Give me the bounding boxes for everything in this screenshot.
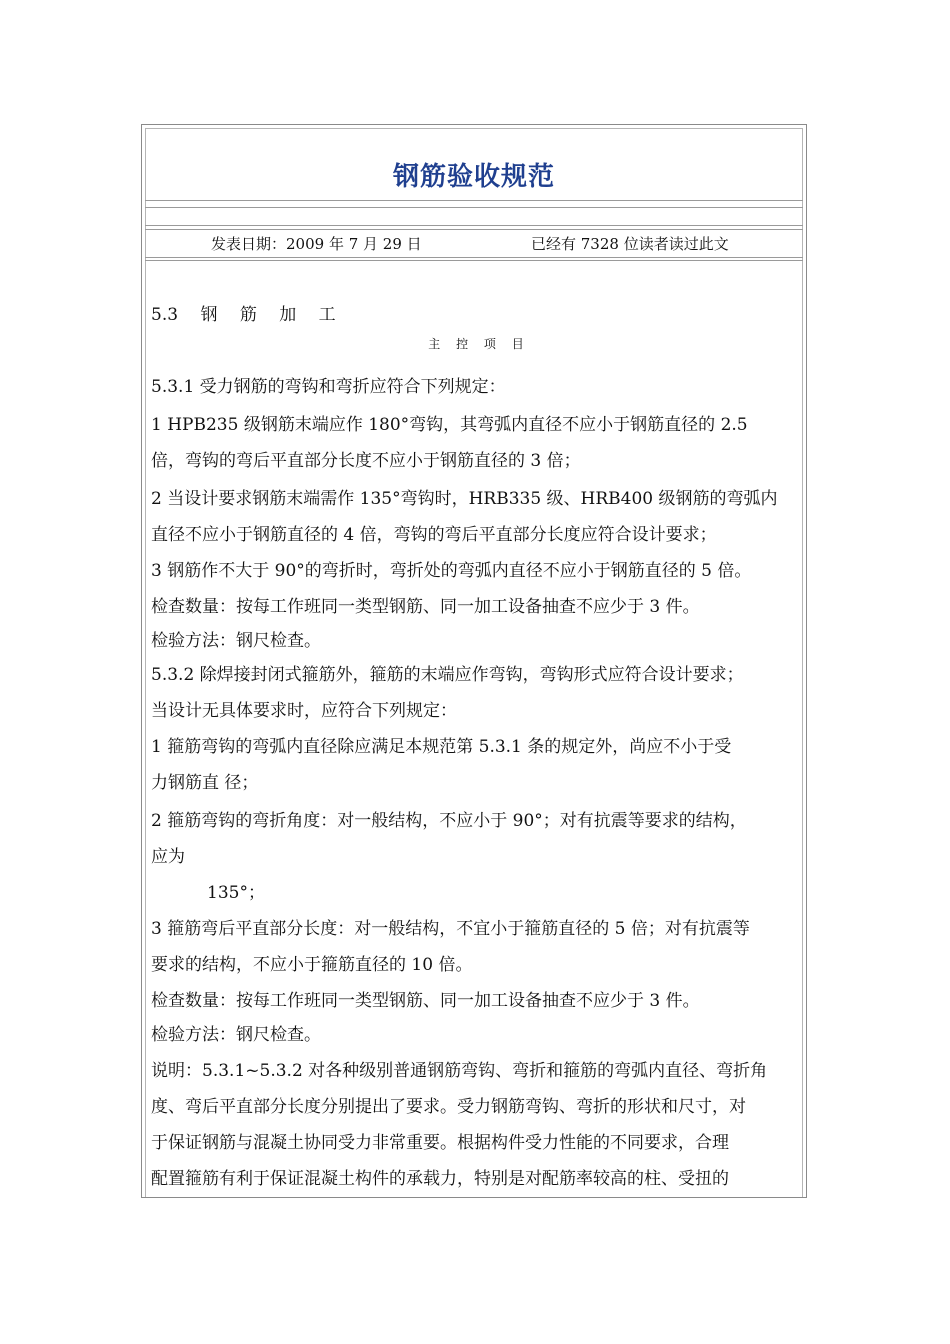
subsection-heading: 主 控 项 目 <box>428 337 524 351</box>
text-line: 3 钢筋作不大于 90°的弯折时，弯折处的弯弧内直径不应小于钢筋直径的 5 倍。 <box>151 561 752 581</box>
text-line: 直径不应小于钢筋直径的 4 倍，弯钩的弯后平直部分长度应符合设计要求； <box>151 525 717 545</box>
text-line: 倍，弯钩的弯后平直部分长度不应小于钢筋直径的 3 倍； <box>151 451 581 471</box>
reader-count: 已经有 7328 位读者读过此文 <box>531 235 729 253</box>
text-line: 配置箍筋有利于保证混凝土构件的承载力，特别是对配筋率较高的柱、受扭的 <box>151 1169 729 1189</box>
text-line: 1 HPB235 级钢筋末端应作 180°弯钩，其弯弧内直径不应小于钢筋直径的 2.5 <box>151 415 748 435</box>
divider <box>145 207 803 208</box>
text-line: 检验方法：钢尺检查。 <box>151 1025 321 1045</box>
text-line: 当设计无具体要求时，应符合下列规定： <box>151 701 457 721</box>
text-line: 度、弯后平直部分长度分别提出了要求。受力钢筋弯钩、弯折的形状和尺寸，对 <box>151 1097 746 1117</box>
text-line: 要求的结构，不应小于箍筋直径的 10 倍。 <box>151 955 473 975</box>
text-line: 5.3.1 受力钢筋的弯钩和弯折应符合下列规定： <box>151 377 506 397</box>
divider <box>145 229 803 230</box>
divider <box>145 260 803 261</box>
text-line: 3 箍筋弯后平直部分长度：对一般结构，不宜小于箍筋直径的 5 倍；对有抗震等 <box>151 919 750 939</box>
title-row <box>145 125 803 201</box>
text-line: 5.3.2 除焊接封闭式箍筋外，箍筋的末端应作弯钩，弯钩形式应符合设计要求； <box>151 665 744 685</box>
text-line: 2 当设计要求钢筋末端需作 135°弯钩时，HRB335 级、HRB400 级钢筋的弯弧内 <box>151 489 778 509</box>
text-line: 135°； <box>207 883 265 903</box>
divider <box>145 225 803 226</box>
text-line: 检查数量：按每工作班同一类型钢筋、同一加工设备抽查不应少于 3 件。 <box>151 597 700 617</box>
text-line: 检查数量：按每工作班同一类型钢筋、同一加工设备抽查不应少于 3 件。 <box>151 991 700 1011</box>
text-line: 检验方法：钢尺检查。 <box>151 631 321 651</box>
text-line: 2 箍筋弯钩的弯折角度：对一般结构，不应小于 90°；对有抗震等要求的结构， <box>151 811 747 831</box>
text-line: 力钢筋直 径； <box>151 773 259 793</box>
text-line: 说明：5.3.1~5.3.2 对各种级别普通钢筋弯钩、弯折和箍筋的弯弧内直径、弯折角 <box>151 1061 768 1081</box>
text-line: 1 箍筋弯钩的弯弧内直径除应满足本规范第 5.3.1 条的规定外，尚应不小于受 <box>151 737 732 757</box>
document-frame <box>141 124 807 1198</box>
publish-date: 发表日期：2009 年 7 月 29 日 <box>211 235 422 253</box>
text-line: 应为 <box>151 847 185 867</box>
section-heading: 5.3 钢 筋 加 工 <box>151 305 336 325</box>
divider <box>145 257 803 258</box>
page-title: 钢筋验收规范 <box>392 162 555 192</box>
meta-row <box>145 231 803 257</box>
text-line: 于保证钢筋与混凝土协同受力非常重要。根据构件受力性能的不同要求，合理 <box>151 1133 729 1153</box>
